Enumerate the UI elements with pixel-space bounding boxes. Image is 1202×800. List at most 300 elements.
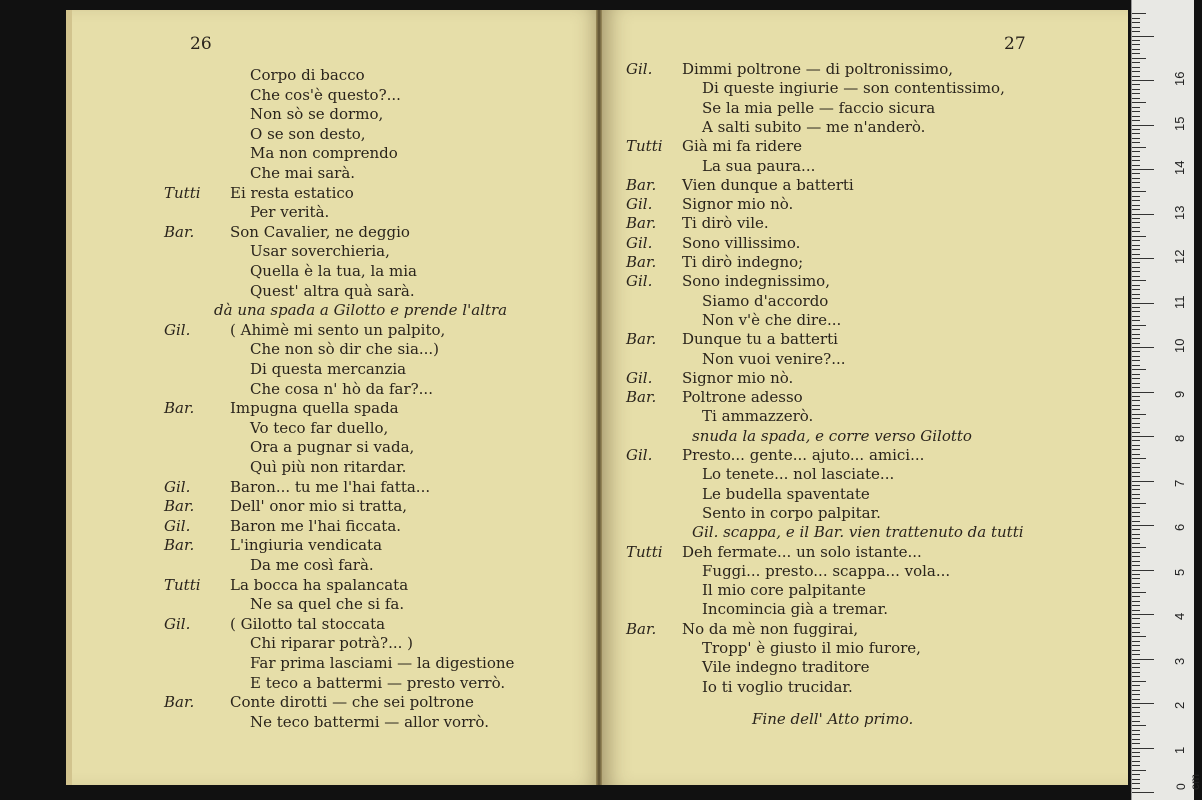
ruler-tick [1132,690,1140,691]
verse-text: Lo tenete... nol lasciate... [702,465,895,484]
verse-text: Che cos'è questo?... [250,85,401,104]
ruler-number: 13 [1172,205,1187,220]
ruler-tick [1132,601,1140,602]
verse-text: Di queste ingiurie — son contentissimo, [702,79,1005,98]
ruler-tick [1132,227,1140,228]
ruler-tick [1132,489,1140,490]
verse-text: Ti dirò vile. [682,214,769,233]
ruler-tick [1132,49,1140,50]
verse-line [602,620,1128,639]
ruler-number: 9 [1172,390,1187,398]
ruler-number: 11 [1172,295,1187,309]
verse-text: Che mai sarà. [250,164,356,182]
verse-line [72,458,602,477]
ruler-tick [1132,565,1140,566]
speaker-label: Bar. [626,330,657,349]
ruler-tick [1132,663,1140,664]
open-book [66,10,1128,785]
ruler-tick [1132,191,1146,192]
ruler-number: 10 [1172,338,1187,353]
verse-line [602,176,1128,195]
ruler-tick [1132,516,1140,517]
ruler-tick [1132,116,1140,117]
ruler-tick [1132,681,1146,682]
ruler-tick [1132,396,1140,397]
verse-line [602,658,1128,677]
ruler-tick [1132,133,1140,134]
ruler-tick [1132,27,1140,28]
ruler-tick [1132,721,1140,722]
verse-line [72,223,602,242]
ruler-tick [1132,62,1140,63]
verse-text: Fuggi... presto... scappa... vola... [702,561,951,580]
verse-line [72,340,602,359]
verse-text: Baron... tu me l'hai fatta... [230,477,431,496]
ruler-tick [1132,374,1140,375]
ruler-tick [1132,770,1146,771]
ruler-tick [1132,454,1140,455]
speaker-label: Bar. [626,388,657,407]
speaker-label: Bar. [164,536,195,555]
ruler-tick [1132,436,1154,437]
verse-text: Poltrone adesso [682,388,803,407]
ruler-tick [1132,792,1154,793]
verse-text: Ne teco battermi — allor vorrò. [250,712,489,731]
ruler-tick [1132,685,1140,686]
ruler-tick [1132,142,1140,143]
ruler-tick [1132,610,1140,611]
ruler-tick [1132,788,1140,789]
ruler-tick [1132,592,1146,593]
verse-text: Il mio core palpitante [702,581,866,600]
verse-text: Dell' onor mio si tratta, [230,497,408,516]
ruler-tick [1132,467,1140,468]
verse-line [602,311,1128,330]
ruler-tick [1132,231,1140,232]
verse-line [72,242,602,261]
verse-line [602,581,1128,600]
ruler-tick [1132,173,1140,174]
ruler-tick [1132,129,1140,130]
ruler-tick [1132,338,1140,339]
verse-text: Se la mia pelle — faccio sicura [702,98,936,117]
verse-line [72,615,602,634]
verse-line [72,360,602,379]
ruler-tick [1132,245,1140,246]
verse-line [72,419,602,438]
page-number-left: 26 [190,34,212,54]
verse-line [602,79,1128,98]
ruler-tick [1132,196,1140,197]
verse-line [72,478,602,497]
ruler-tick [1132,712,1140,713]
verse-line [602,600,1128,619]
speaker-label: Tutti [164,575,201,594]
stage-direction: snuda la spada, e corre verso Gilotto [692,426,972,445]
verse-text: ( Ahimè mi sento un palpito, [230,320,446,339]
verse-text: Da me così farà. [250,556,374,574]
verse-line [72,144,602,163]
ruler-tick [1132,325,1146,326]
ruler-tick [1132,463,1140,464]
ruler-number: 7 [1172,479,1187,487]
verse-text: Conte dirotti — che sei poltrone [230,693,474,712]
verse-line [72,654,602,673]
verse-line [602,137,1128,156]
ruler-tick [1132,285,1140,286]
speaker-label: Bar. [626,619,657,638]
verse-text: Quì più non ritardar. [250,458,407,476]
ruler-number: 15 [1172,116,1187,131]
verse-text: Ti dirò indegno; [682,253,804,271]
ruler-tick [1132,84,1140,85]
right-page [602,10,1128,785]
ruler-tick [1132,289,1140,290]
ruler-tick [1132,756,1140,757]
verse-text: Baron me l'hai ficcata. [230,516,402,535]
ruler-tick [1132,169,1154,170]
verse-line [602,504,1128,523]
ruler-tick [1132,13,1146,14]
ruler-tick [1132,76,1140,77]
speaker-label: Bar. [626,253,657,271]
verse-text: La bocca ha spalancata [230,575,409,594]
verse-line [72,301,602,320]
verse-line [602,253,1128,272]
ruler-tick [1132,748,1154,749]
ruler-number: 2 [1172,701,1187,709]
ruler-tick [1132,205,1140,206]
verse-text: Far prima lasciami — la digestione [250,654,515,672]
verse-text: Vile indegno traditore [702,658,870,677]
verse-line [72,576,602,595]
verse-text: Di questa mercanzia [250,360,407,378]
ruler-tick [1132,659,1154,660]
ruler-tick [1132,618,1140,619]
ruler-tick [1132,307,1140,308]
speaker-label: Tutti [164,183,201,202]
speaker-label: Gil. [626,60,653,78]
ruler-tick [1132,378,1140,379]
verse-line [72,86,602,105]
ruler-unit-label: 0 cm [1174,774,1202,790]
ruler-tick [1132,529,1140,530]
speaker-label: Bar. [626,175,657,194]
ruler-tick [1132,583,1140,584]
verse-text: Presto... gente... ajuto... amici... [682,446,925,464]
ruler-tick [1132,707,1140,708]
ruler-tick [1132,320,1140,321]
verse-line [602,465,1128,484]
ruler-tick [1132,783,1140,784]
verse-text: Corpo di bacco [250,66,365,84]
verse-text: Signor mio nò. [682,195,794,214]
ruler-tick [1132,329,1140,330]
verse-line [602,485,1128,504]
verse-text: Usar soverchieria, [250,242,390,261]
measurement-ruler [1131,0,1202,800]
ruler-tick [1132,147,1146,148]
verse-text: Già mi fa ridere [682,137,803,156]
ruler-tick [1132,654,1140,655]
speaker-label: Tutti [626,137,663,156]
ruler-tick [1132,298,1140,299]
speaker-label: Bar. [626,214,657,233]
verse-line [72,105,602,124]
ruler-tick [1132,160,1140,161]
ruler-tick [1132,102,1146,103]
verse-line [602,562,1128,581]
verse-line [602,388,1128,407]
ruler-tick [1132,472,1140,473]
ruler-tick [1132,765,1140,766]
ruler-tick [1132,699,1140,700]
verse-text: Son Cavalier, ne deggio [230,222,410,241]
ruler-tick [1132,311,1140,312]
ruler-number: 3 [1172,657,1187,665]
verse-text: Vo teco far duello, [250,418,389,437]
verse-line [72,674,602,693]
verse-text: A salti subito — me n'anderò. [702,117,926,136]
ruler-tick [1132,694,1140,695]
verse-text: Incomincia già a tremar. [702,600,888,619]
verse-text: Deh fermate... un solo istante... [682,542,922,561]
ruler-tick [1132,627,1140,628]
verse-text: Ne sa quel che si fa. [250,595,405,614]
ruler-tick [1132,596,1140,597]
verse-text: Quella è la tua, la mia [250,262,417,280]
ruler-tick [1132,151,1140,152]
ruler-tick [1132,445,1140,446]
ruler-tick [1132,725,1146,726]
verse-text: La sua paura... [702,156,816,175]
ruler-tick [1132,31,1140,32]
verse-line [72,556,602,575]
ruler-tick [1132,476,1140,477]
stage-direction: dà una spada a Gilotto e prende l'altra [214,301,508,320]
verse-text: No da mè non fuggirai, [682,619,859,638]
verse-line [602,446,1128,465]
ruler-tick [1132,547,1146,548]
ruler-tick [1132,752,1140,753]
verse-line [72,713,602,732]
ruler-tick [1132,498,1140,499]
verse-line [602,234,1128,253]
verse-text: Ora a pugnar si vada, [250,438,415,457]
verse-text: Quest' altra quà sarà. [250,281,415,300]
ruler-tick [1132,258,1154,259]
verse-line [72,262,602,281]
ruler-tick [1132,734,1140,735]
ruler-tick [1132,449,1140,450]
ruler-tick [1132,111,1140,112]
verse-text: Signor mio nò. [682,368,794,387]
ruler-tick [1132,294,1140,295]
ruler-tick [1132,165,1140,166]
verse-text: Sono indegnissimo, [682,272,830,291]
verse-text: O se son desto, [250,124,366,143]
verse-line [72,693,602,712]
ruler-tick [1132,280,1146,281]
speaker-label: Gil. [626,446,653,464]
ruler-tick [1132,71,1140,72]
verse-text: Ei resta estatico [230,183,354,202]
ruler-tick [1132,409,1140,410]
verse-line [72,164,602,183]
verse-line [602,369,1128,388]
ruler-tick [1132,623,1140,624]
ruler-tick [1132,543,1140,544]
ruler-tick [1132,650,1140,651]
verse-text: Ti ammazzerò. [702,407,814,426]
ruler-tick [1132,40,1140,41]
page-number-right: 27 [1004,34,1026,54]
ruler-tick [1132,360,1140,361]
ruler-tick [1132,507,1140,508]
verse-text: Non vuoi venire?... [702,349,846,368]
ruler-tick [1132,214,1154,215]
ruler-tick [1132,485,1140,486]
verse-line [602,678,1128,697]
verse-text: Vien dunque a batterti [682,175,854,194]
verse-text: Impugna quella spada [230,399,399,418]
ruler-tick [1132,503,1146,504]
ruler-tick [1132,262,1140,263]
verse-text: Tropp' è giusto il mio furore, [702,639,921,657]
verse-text: Chi riparar potrà?... ) [250,634,414,653]
speaker-label: Bar. [164,497,195,516]
ruler-number: 14 [1172,160,1187,175]
ruler-tick [1132,730,1140,731]
speaker-label: Gil. [626,272,653,291]
verse-text: Sento in corpo palpitar. [702,503,881,522]
speaker-label: Gil. [164,320,191,339]
ruler-tick [1132,587,1140,588]
ruler-tick [1132,254,1140,255]
verse-text: Per verità. [250,203,330,222]
ruler-tick [1132,383,1140,384]
verse-line [602,543,1128,562]
ruler-tick [1132,494,1140,495]
ruler-tick [1132,125,1154,126]
verse-line [72,536,602,555]
ruler-tick [1132,743,1140,744]
ruler-tick [1132,267,1140,268]
ruler-tick [1132,574,1140,575]
verse-line [602,214,1128,233]
left-page [66,10,602,785]
verse-line [602,157,1128,176]
ruler-tick [1132,222,1140,223]
verse-line [72,380,602,399]
verse-line [72,184,602,203]
verse-text: Sono villissimo. [682,233,801,252]
ruler-tick [1132,343,1140,344]
ruler-tick [1132,458,1146,459]
ruler-tick [1132,645,1140,646]
ruler-number: 16 [1172,71,1187,86]
verse-line [72,595,602,614]
ruler-tick [1132,347,1154,348]
ruler-tick [1132,400,1140,401]
ruler-number: 4 [1172,612,1187,620]
ruler-tick [1132,534,1140,535]
speaker-label: Gil. [626,233,653,252]
ruler-tick [1132,156,1140,157]
verse-line [602,639,1128,658]
ruler-tick [1132,605,1140,606]
ruler-tick [1132,552,1140,553]
ruler-tick [1132,316,1140,317]
ruler-tick [1132,538,1140,539]
ruler-tick [1132,779,1140,780]
ruler-tick [1132,58,1146,59]
verse-text: ( Gilotto tal stoccata [230,614,386,633]
ruler-tick [1132,774,1140,775]
ruler-tick [1132,632,1140,633]
verse-line [72,634,602,653]
verse-text: Che cosa n' hò da far?... [250,379,433,398]
ruler-tick [1132,236,1146,237]
verse-line [602,195,1128,214]
ruler-tick [1132,200,1140,201]
ruler-number: 1 [1172,746,1187,754]
verse-line [602,330,1128,349]
ruler-tick [1132,739,1140,740]
ruler-number: 8 [1172,434,1187,442]
ruler-tick [1132,641,1140,642]
verse-line [602,407,1128,426]
ruler-tick [1132,672,1140,673]
ruler-tick [1132,98,1140,99]
verse-line [602,60,1128,79]
ruler-tick [1132,578,1140,579]
verse-line [72,125,602,144]
ruler-tick [1132,369,1146,370]
verse-text: Non v'è che dire... [702,310,842,329]
ruler-tick [1132,667,1140,668]
ruler-tick [1132,761,1140,762]
ruler-tick [1132,418,1140,419]
speaker-label: Gil. [626,195,653,214]
verse-line [72,399,602,418]
ruler-tick [1132,36,1154,37]
ruler-tick [1132,271,1140,272]
ruler-tick [1132,240,1140,241]
ruler-tick [1132,120,1140,121]
ruler-tick [1132,53,1140,54]
ruler-number: 5 [1172,568,1187,576]
ruler-tick [1132,356,1140,357]
speaker-label: Bar. [164,222,195,241]
speaker-label: Gil. [164,477,191,496]
verse-text: Siamo d'accordo [702,291,829,310]
ruler-tick [1132,89,1140,90]
ruler-tick [1132,423,1140,424]
verse-line [72,321,602,340]
ruler-tick [1132,636,1146,637]
verse-text: Dimmi poltrone — di poltronissimo, [682,60,954,78]
ruler-tick [1132,716,1140,717]
verse-line [72,497,602,516]
ruler-tick [1132,414,1146,415]
ruler-tick [1132,440,1140,441]
speaker-label: Tutti [626,542,663,561]
ruler-tick [1132,209,1140,210]
ruler-tick [1132,387,1140,388]
ruler-tick [1132,703,1154,704]
ruler-tick [1132,138,1140,139]
